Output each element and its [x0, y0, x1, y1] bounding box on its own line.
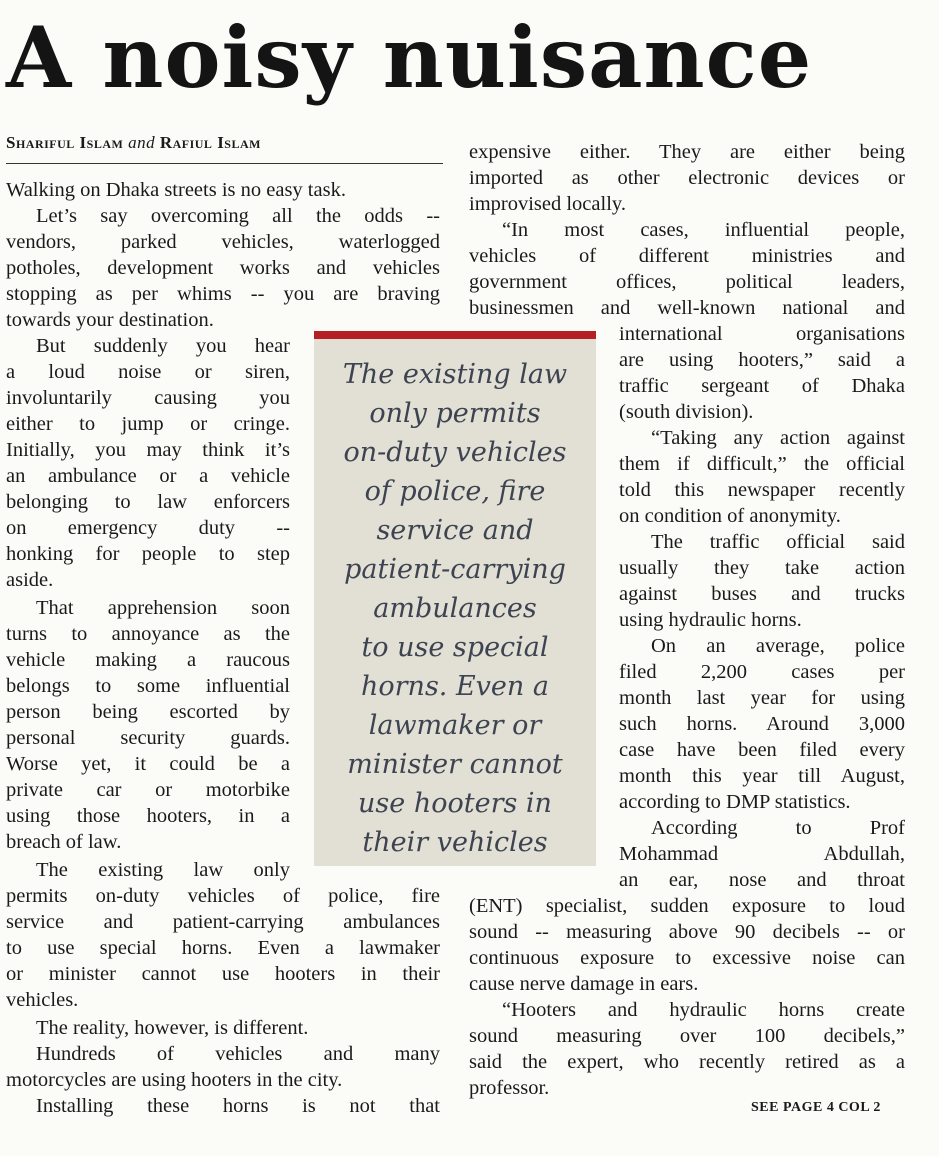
article-text-line: professor. [469, 1077, 550, 1099]
article-text-line: (ENT) specialist, sudden exposure to loud [469, 895, 905, 917]
article-text-line: on condition of anonymity. [619, 505, 841, 527]
article-text-line: “In most cases, influential people, [502, 219, 905, 241]
article-text-line: motorcycles are using hooters in the city. [6, 1069, 343, 1091]
article-text-line: The reality, however, is different. [36, 1017, 309, 1039]
article-text-line: vehicles. [6, 989, 79, 1011]
byline [6, 133, 261, 153]
article-text-line: sound -- measuring above 90 decibels -- or [469, 921, 905, 943]
article-text-line: a loud noise or siren, [6, 361, 290, 383]
article-text-line: cause nerve damage in ears. [469, 973, 699, 995]
pull-quote-line: minister cannot [347, 749, 563, 780]
article-text-line: expensive either. They are either being [469, 141, 905, 163]
article-text-line: international organisations [619, 323, 905, 345]
pull-quote-line: ambulances [373, 593, 537, 624]
article-text-line: personal security guards. [6, 727, 290, 749]
article-text-line: on emergency duty -- [6, 517, 290, 539]
pull-quote-line: horns. Even a [361, 671, 549, 702]
pull-quote-line: on-duty vehicles [343, 437, 567, 468]
article-text-line: using hydraulic horns. [619, 609, 802, 631]
article-text-line: businessmen and well-known national and [469, 297, 905, 319]
byline-rule [6, 163, 443, 164]
article-text-line: Mohammad Abdullah, [619, 843, 905, 865]
article-text-line: an ear, nose and throat [619, 869, 905, 891]
article-text-line: month last year for using [619, 687, 905, 709]
article-text-line: according to DMP statistics. [619, 791, 851, 813]
pull-quote-line: The existing law [342, 359, 568, 390]
pull-quote-line: use hooters in [358, 788, 552, 819]
article-text-line: Let’s say overcoming all the odds -- [36, 205, 440, 227]
article-text-line: them if difficult,” the official [619, 453, 905, 475]
article-text-line: Walking on Dhaka streets is no easy task. [6, 179, 346, 201]
article-text-line: Worse yet, it could be a [6, 753, 290, 775]
article-text-line: to use special horns. Even a lawmaker [6, 937, 440, 959]
article-text-line: usually they take action [619, 557, 905, 579]
article-text-line: belonging to law enforcers [6, 491, 290, 513]
article-text-line: are using hooters,” said a [619, 349, 905, 371]
continuation-note: SEE PAGE 4 COL 2 [751, 1100, 881, 1115]
article-text-line: “Taking any action against [651, 427, 905, 449]
article-text-line: either to jump or cringe. [6, 413, 290, 435]
article-text-line: towards your destination. [6, 309, 214, 331]
article-text-line: belongs to some influential [6, 675, 290, 697]
article-text-line: potholes, development works and vehicles [6, 257, 440, 279]
article-text-line: improvised locally. [469, 193, 626, 215]
byline-conjunction: and [128, 133, 156, 152]
article-text-line: sound measuring over 100 decibels,” [469, 1025, 905, 1047]
article-text-line: stopping as per whims -- you are braving [6, 283, 440, 305]
article-text-line: an ambulance or a vehicle [6, 465, 290, 487]
article-text-line: The traffic official said [651, 531, 905, 553]
article-text-line: using those hooters, in a [6, 805, 290, 827]
article-text-line: aside. [6, 569, 54, 591]
article-text-line: honking for people to step [6, 543, 290, 565]
article-text-line: said the expert, who recently retired as a [469, 1051, 905, 1073]
article-text-line: According to Prof [651, 817, 905, 839]
article-text-line: private car or motorbike [6, 779, 290, 801]
article-text-line: imported as other electronic devices or [469, 167, 905, 189]
article-text-line: breach of law. [6, 831, 122, 853]
headline: A noisy nuisance [6, 8, 813, 107]
article-text-line: But suddenly you hear [36, 335, 290, 357]
article-text-line: permits on-duty vehicles of police, fire [6, 885, 440, 907]
author-1: Shariful Islam [6, 133, 124, 152]
pull-quote-line: their vehicles [362, 827, 548, 858]
article-text-line: or minister cannot use hooters in their [6, 963, 440, 985]
article-text-line: On an average, police [651, 635, 905, 657]
article-text-line: case have been filed every [619, 739, 905, 761]
article-text-line: service and patient-carrying ambulances [6, 911, 440, 933]
article-text-line: vehicles of different ministries and [469, 245, 905, 267]
article-text-line: told this newspaper recently [619, 479, 905, 501]
article-text-line: involuntarily causing you [6, 387, 290, 409]
article-text-line: Installing these horns is not that [36, 1095, 440, 1117]
author-2: Rafiul Islam [159, 133, 261, 152]
article-text-line: vehicle making a raucous [6, 649, 290, 671]
article-text-line: continuous exposure to excessive noise can [469, 947, 905, 969]
article-text-line: (south division). [619, 401, 754, 423]
article-text-line: against buses and trucks [619, 583, 905, 605]
article-text-line: government offices, political leaders, [469, 271, 905, 293]
article-text-line: Hundreds of vehicles and many [36, 1043, 440, 1065]
article-text-line: such horns. Around 3,000 [619, 713, 905, 735]
article-text-line: “Hooters and hydraulic horns create [502, 999, 905, 1021]
article-text-line: The existing law only [36, 859, 290, 881]
pull-quote-line: to use special [361, 632, 549, 663]
pull-quote-line: only permits [369, 398, 541, 429]
article-text-line: traffic sergeant of Dhaka [619, 375, 905, 397]
pull-quote-line: lawmaker or [368, 710, 542, 741]
article-text-line: Initially, you may think it’s [6, 439, 290, 461]
pull-quote-line: of police, fire [364, 476, 546, 507]
article-text-line: filed 2,200 cases per [619, 661, 905, 683]
article-text-line: month this year till August, [619, 765, 905, 787]
pull-quote-line: patient-carrying [344, 554, 566, 585]
article-text-line: turns to annoyance as the [6, 623, 290, 645]
article-text-line: That apprehension soon [36, 597, 290, 619]
pull-quote-line: service and [376, 515, 534, 546]
article-text-line: person being escorted by [6, 701, 290, 723]
article-text-line: vendors, parked vehicles, waterlogged [6, 231, 440, 253]
